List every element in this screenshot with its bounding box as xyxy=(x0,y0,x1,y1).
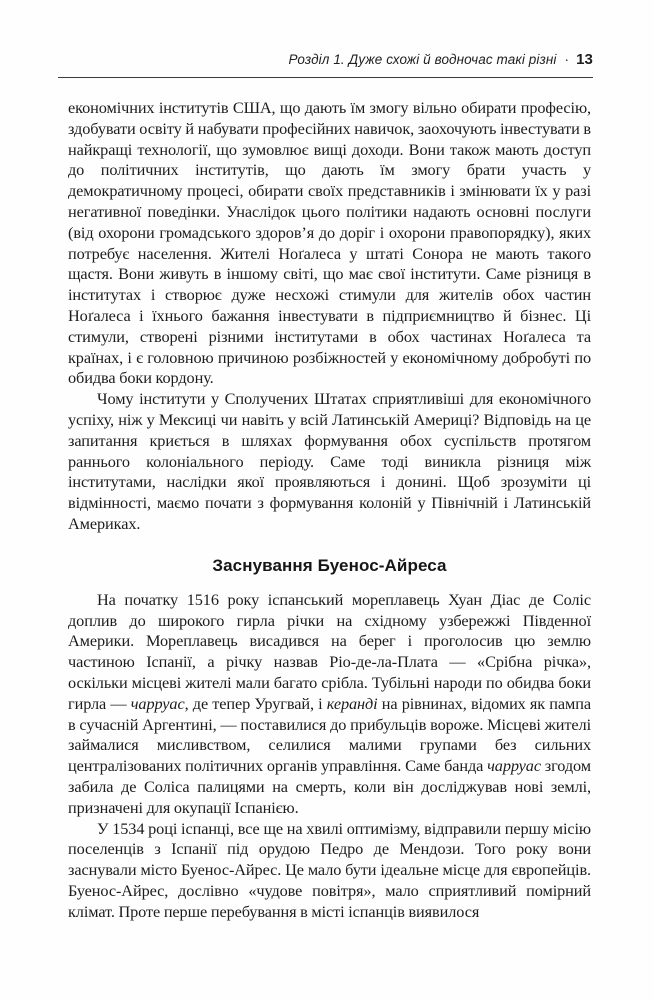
page-number: 13 xyxy=(576,51,593,68)
italic-term: чарруас xyxy=(130,693,185,713)
running-header-chapter-title: Розділ 1. Дуже схожі й водночас такі різні xyxy=(288,52,557,67)
italic-term: керанді xyxy=(326,693,378,713)
page-body xyxy=(68,98,591,922)
italic-term: чарруас xyxy=(487,756,541,776)
running-header-separator: · xyxy=(564,52,570,67)
paragraph-mendoza-settlement xyxy=(68,819,591,923)
text-run: Чому інститути у Сполучених Штатах сприятливіші для економічного успіху, ніж у Мексиці чи навіть у всій Латинській Америці? Відповідь на це запитання криється в шляхах формування обох суспільств протягом раннього колоніального періоду. Саме тоді виникла різниця між інститутами, наслідки якої проявляються і донині. Щоб зрозуміти ці відмінності, маємо почати з формування колоній у Північній і Латинській Америках. xyxy=(68,389,591,533)
section-heading-buenos-aires: Заснування Буенос-Айреса xyxy=(212,555,447,575)
text-run: на рівнинах, відомих як пампа в сучасній Аргентині, — поставилися до прибульців вороже. Місцеві жителі займалися мисливством, селилися малими групами без сильних централізованих політичних органів управління. Саме банда xyxy=(68,693,591,776)
text-run: У 1534 році іспанці, все ще на хвилі оптимізму, відправили першу місію поселенців з Іспанії під орудою Педро де Мендози. Того року вони заснували місто Буенос-Айрес. Це мало бути ідеальне місце для європейців. Буенос-Айрес, дослівно «чудове повітря», мало сприятливий помірний клімат. Проте перше перебування в місті іспанців виявилося xyxy=(68,818,591,921)
text-run: , де тепер Уругвай, і xyxy=(184,693,327,713)
text-run: згодом забила де Соліса палицями на смерть, коли він досліджував нові землі, призначені для окупації Іспанією. xyxy=(68,756,591,817)
paragraph-de-solis-expedition xyxy=(68,590,591,819)
text-run: На початку 1516 року іспанський мореплавець Хуан Діас де Соліс доплив до широкого гирла річки на східному узбережжі Південної Америки. Мореплавець висадився на берег і проголосив цю землю частиною Іспанії, а річку назвав Ріо-де-ла-Плата — «Срібна річка», оскільки місцеві жителі мали багато срібла. Тубільні народи по обидва боки гирла — xyxy=(68,589,591,713)
running-header xyxy=(68,51,593,68)
paragraph-why-us-institutions xyxy=(68,389,591,535)
text-run: економічних інститутів США, що дають їм змогу вільно обирати професію, здобувати освіту й набувати професійних навичок, заохочують інвестувати в найкращі технології, що зумовлює вищі доходи. Вони також мають доступ до політичних інститутів, що дають їм змогу брати участь у демократичному процесі, обирати своїх представників і змінювати їх у разі негативної поведінки. Унаслідок цього політики надають основні послуги (від охорони громадського здоров’я до доріг і охорони правопорядку), яких потребує населення. Жителі Ноґалеса у штаті Сонора не мають такого щастя. Вони живуть в іншому світі, що має свої інститути. Саме різниця в інститутах і створює дуже несхожі стимули для жителів обох частин Ноґалеса і їхнього бажання інвестувати в підприємництво й бізнес. Ці стимули, створені різними інститутами в обох частинах Ноґалеса та країнах, і є головною причиною розбіжностей у економічному добробуті по обидва боки кордону. xyxy=(68,98,591,388)
paragraph-nogales-institutions xyxy=(68,98,591,389)
header-rule xyxy=(58,77,593,78)
